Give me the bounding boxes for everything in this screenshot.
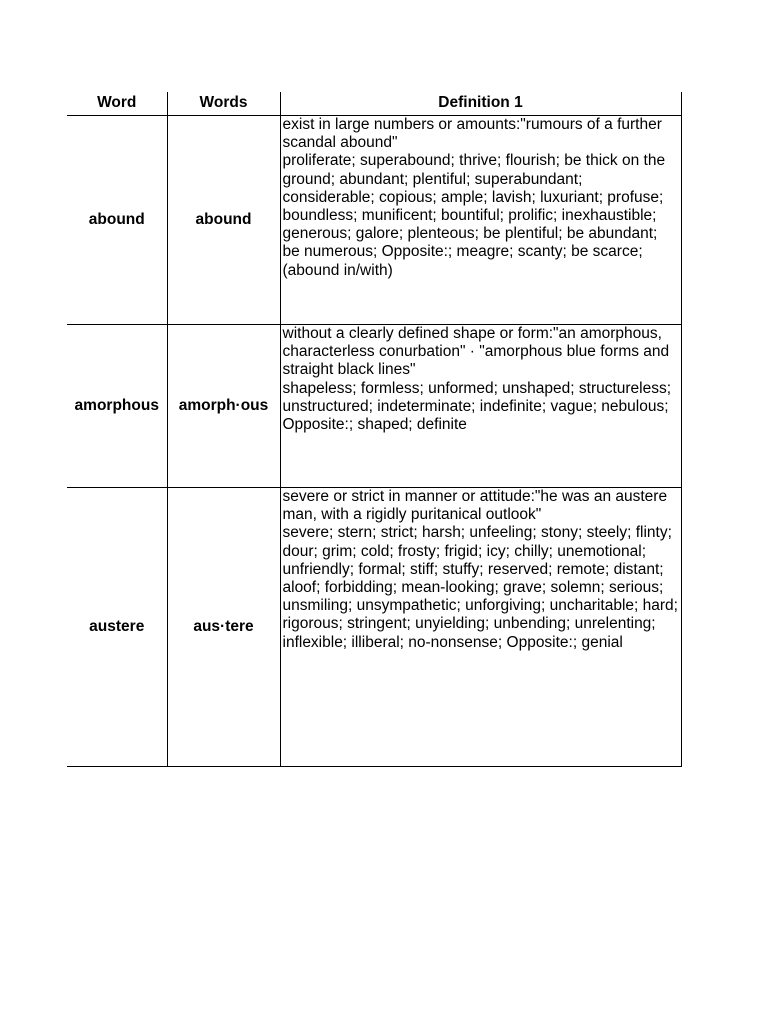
syllabified-word-cell: aus·tere	[167, 488, 280, 767]
vocabulary-table	[67, 92, 682, 767]
definition-example: without a clearly defined shape or form:"an amorphous, characterless conurbation" · "amorphous blue forms and straight black lines"	[282, 325, 670, 379]
header-word: Word	[67, 92, 167, 116]
table-row	[67, 116, 681, 325]
table-row	[67, 488, 681, 767]
word-cell: abound	[67, 116, 167, 325]
header-words: Words	[167, 92, 280, 116]
definition-synonyms: severe; stern; strict; harsh; unfeeling; stony; steely; flinty; dour; grim; cold; frosty; frigid; icy; chilly; unemotional; unfriendly; formal; stiff; stuffy; reserved; remote; distant; aloof; forbidding; mean-looking; grave; solemn; serious; unsmiling; unsympathetic; unforgiving; uncharitable; hard; rigorous; stringent; unyielding; unbending; unrelenting; inflexible; illiberal; no-nonsense; Opposite:; genial	[282, 524, 678, 651]
syllabified-word-cell: amorph·ous	[167, 325, 280, 488]
table-header-row	[67, 92, 681, 116]
definition-cell	[280, 488, 681, 767]
definition-example: severe or strict in manner or attitude:"he was an austere man, with a rigidly puritanical outlook"	[282, 488, 668, 524]
table-row	[67, 325, 681, 488]
definition-synonyms: proliferate; superabound; thrive; flourish; be thick on the ground; abundant; plentiful; superabundant; considerable; copious; ample; lavish; luxuriant; profuse; boundless; munificent; bountiful; prolific; inexhaustible; generous; galore; plenteous; be plentiful; be abundant; be numerous; Opposite:; meagre; scanty; be scarce; (abound in/with)	[282, 152, 666, 279]
definition-cell	[280, 325, 681, 488]
word-cell: austere	[67, 488, 167, 767]
header-definition: Definition 1	[280, 92, 681, 116]
definition-cell	[280, 116, 681, 325]
word-cell: amorphous	[67, 325, 167, 488]
definition-example: exist in large numbers or amounts:"rumours of a further scandal abound"	[282, 116, 662, 152]
definition-synonyms: shapeless; formless; unformed; unshaped; structureless; unstructured; indeterminate; indefinite; vague; nebulous; Opposite:; shaped; definite	[282, 379, 672, 434]
syllabified-word-cell: abound	[167, 116, 280, 325]
